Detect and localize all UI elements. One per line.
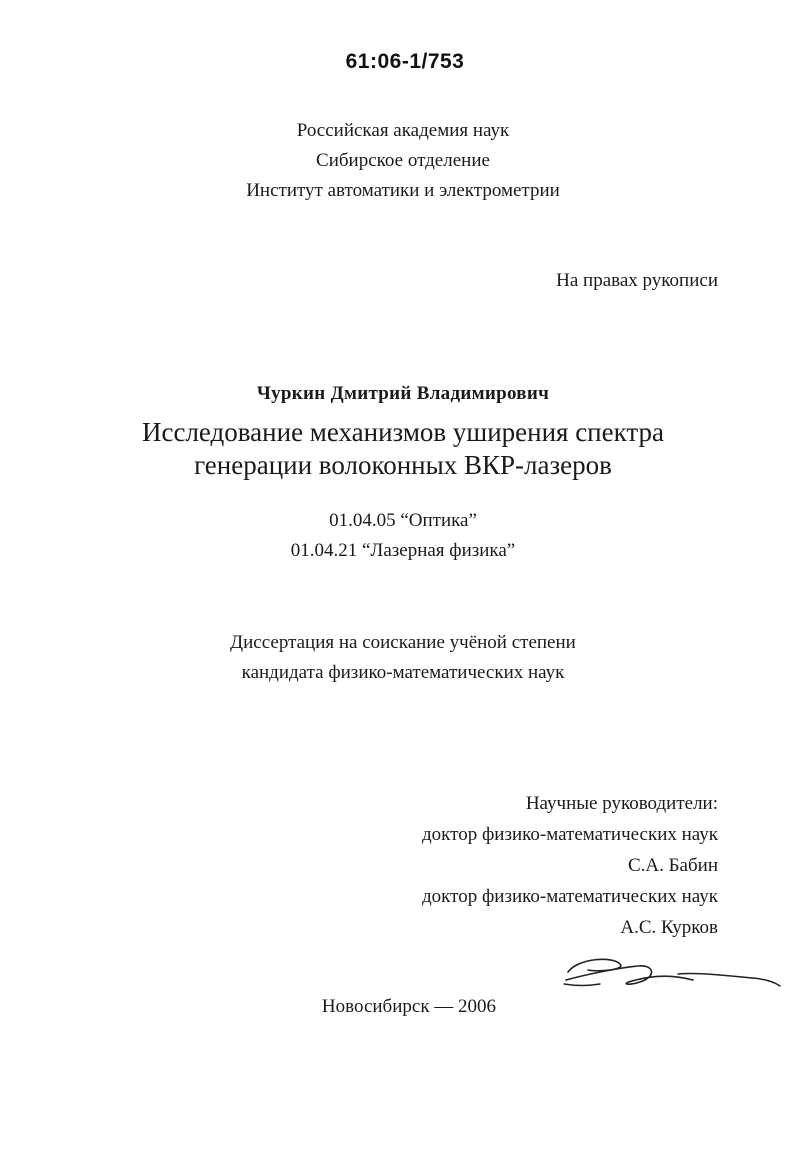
manuscript-rights: На правах рукописи (556, 270, 718, 291)
advisor-1-name: С.А. Бабин (628, 855, 718, 876)
advisors-heading: Научные руководители: (525, 793, 718, 814)
specialties (6, 506, 794, 566)
place-and-year: Новосибирск — 2006 (321, 996, 497, 1017)
dissertation-line-2: кандидата физико-математических наук (241, 662, 565, 683)
archive-code: 61:06-1/753 (345, 50, 465, 73)
specialty-optics: 01.04.05 “Оптика” (329, 510, 477, 531)
handwritten-signature (558, 950, 788, 1000)
thesis-title-line-2: генерации волоконных ВКР-лазеров (194, 450, 612, 480)
advisor-1-degree: доктор физико-математических наук (422, 824, 718, 845)
thesis-title (6, 416, 794, 482)
institution-academy: Российская академия наук (296, 120, 510, 141)
institution-branch: Сибирское отделение (316, 150, 490, 171)
dissertation-degree (6, 628, 794, 688)
institution-block (6, 116, 794, 206)
advisor-2-degree: доктор физико-математических наук (422, 886, 718, 907)
specialty-laser-physics: 01.04.21 “Лазерная физика” (290, 540, 516, 561)
advisor-2-name: А.С. Курков (620, 917, 718, 938)
author-name: Чуркин Дмитрий Владимирович (256, 383, 550, 404)
dissertation-line-1: Диссертация на соискание учёной степени (230, 632, 576, 653)
advisors-block (422, 788, 718, 943)
institution-institute: Институт автоматики и электрометрии (246, 180, 560, 201)
thesis-title-line-1: Исследование механизмов уширения спектра (141, 417, 664, 447)
